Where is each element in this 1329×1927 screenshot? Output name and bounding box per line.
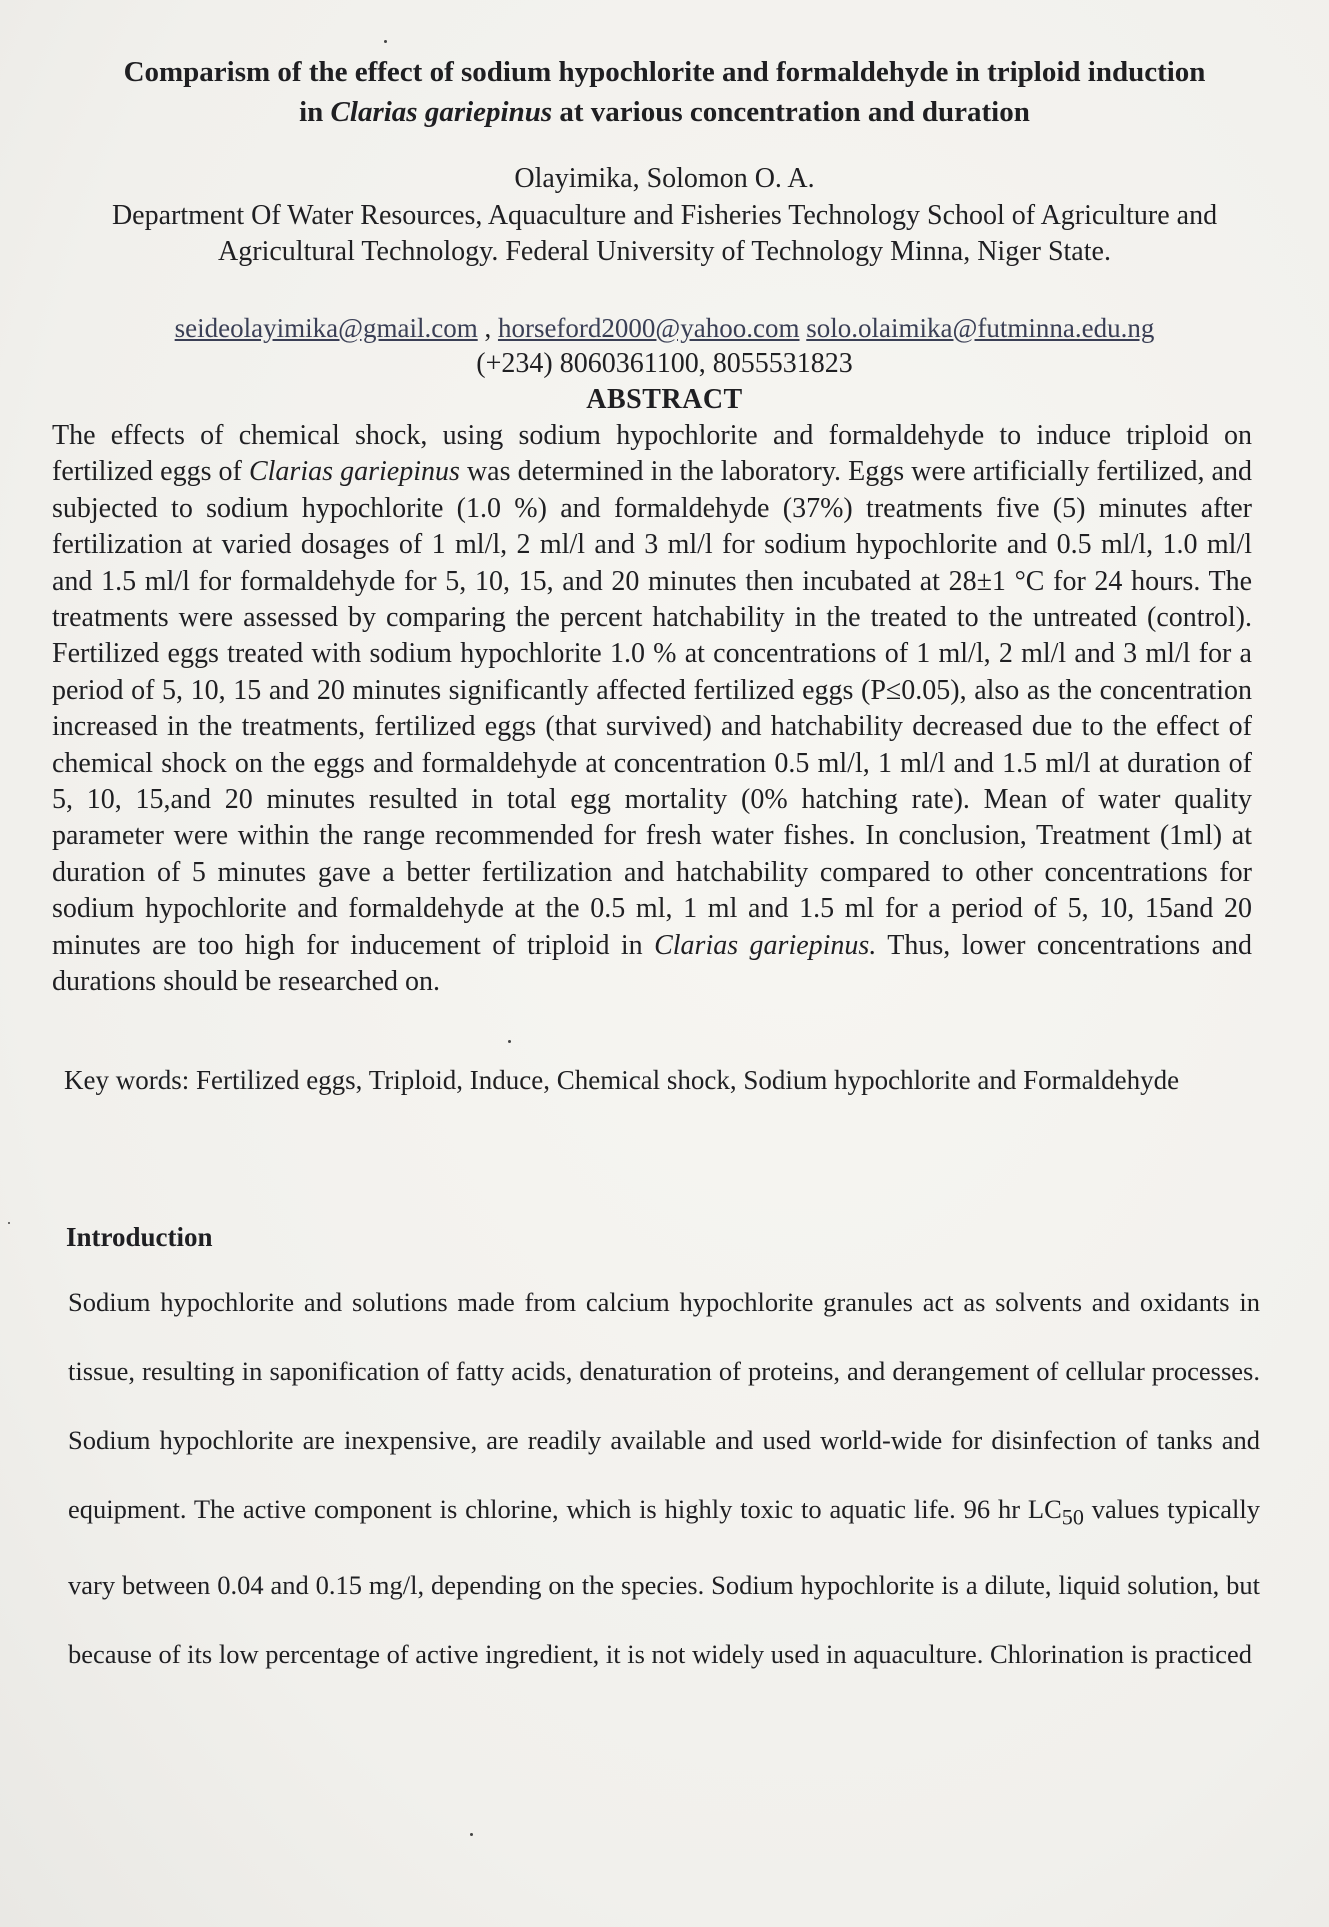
paper-speck xyxy=(508,1040,511,1043)
abstract-part-1: The effects of chemical shock, using sodium hypochlorite and formaldehyde to induce triploid on fertilized eggs of xyxy=(52,420,1252,488)
email-link-yahoo[interactable]: horseford2000@yahoo.com xyxy=(497,313,800,343)
paper-title xyxy=(40,52,1289,132)
title-line-1: Comparism of the effect of sodium hypochlorite and formaldehyde in triploid induction xyxy=(123,56,1206,88)
title-suffix: at various concentration and duration xyxy=(552,96,1030,128)
author-name: Olayimika, Solomon O. A. xyxy=(514,163,815,194)
title-line-2 xyxy=(40,92,1289,132)
author-affiliation: Department Of Water Resources, Aquaculture and Fisheries Technology School of Agriculture and Agricultural Technology. Federal University of Technology Minna, Niger State. xyxy=(111,200,1218,267)
title-prefix: in xyxy=(299,96,331,128)
title-species: Clarias gariepinus xyxy=(330,96,553,128)
email-link-gmail[interactable]: seideolayimika@gmail.com xyxy=(174,313,478,343)
introduction-heading: Introduction xyxy=(66,1222,213,1252)
paper-speck xyxy=(384,40,387,43)
intro-text-2: values typically vary between 0.04 and 0.15 mg/l, depending on the species. Sodium hypochlorite is a dilute, liquid solution, but because of its low percentage of active ingredient, it is not widely used in aquaculture. Chlorination is practiced xyxy=(68,1494,1260,1670)
email-separator: , xyxy=(477,313,498,343)
abstract-text xyxy=(52,418,1252,1001)
introduction-text xyxy=(68,1268,1260,1689)
email-link-futminna[interactable]: solo.olaimika@futminna.edu.ng xyxy=(806,313,1155,343)
intro-subscript: 50 xyxy=(1061,1504,1084,1530)
abstract-species-1: Clarias gariepinus xyxy=(248,456,460,488)
paper-speck xyxy=(8,1222,10,1224)
abstract-part-2: was determined in the laboratory. Eggs were artificially fertilized, and subjected to sodium hypochlorite (1.0 %) and formaldehyde (37%) treatments five (5) minutes after fertilization at varied dosages of 1 ml/l, 2 ml/l and 3 ml/l for sodium hypochlorite and 0.5 ml/l, 1.0 ml/l and 1.5 ml/l for formaldehyde for 5, 10, 15, and 20 minutes then incubated at 28±1 °C for 24 hours. The treatments were assessed by comparing the percent hatchability in the treated to the untreated (control). Fertilized eggs treated with sodium hypochlorite 1.0 % at concentrations of 1 ml/l, 2 ml/l and 3 ml/l for a period of 5, 10, 15 and 20 minutes significantly affected fertilized eggs (P≤0.05), also as the concentration increased in the treatments, fertilized eggs (that survived) and hatchability decreased due to the effect of chemical shock on the eggs and formaldehyde at concentration 0.5 ml/l, 1 ml/l and 1.5 ml/l at duration of 5, 10, 15,and 20 minutes resulted in total egg mortality (0% hatching rate). Mean of water quality parameter were within the range recommended for fresh water fishes. In conclusion, Treatment (1ml) at duration of 5 minutes gave a better fertilization and hatchability compared to other concentrations for sodium hypochlorite and formaldehyde at the 0.5 ml, 1 ml and 1.5 ml for a period of 5, 10, 15and 20 minutes are too high for inducement of triploid in xyxy=(52,456,1252,961)
keywords: Key words: Fertilized eggs, Triploid, Induce, Chemical shock, Sodium hypochlorite and Formaldehyde xyxy=(64,1065,1180,1095)
author-emails xyxy=(60,313,1269,344)
abstract-species-2: Clarias gariepinus. xyxy=(654,929,877,961)
intro-text-1: Sodium hypochlorite and solutions made from calcium hypochlorite granules act as solvents and oxidants in tissue, resulting in saponification of fatty acids, denaturation of proteins, and derangement of cellular processes. Sodium hypochlorite are inexpensive, are readily available and used world-wide for disinfection of tanks and equipment. The active component is chlorine, which is highly toxic to aquatic life. 96 hr LC xyxy=(68,1287,1260,1524)
abstract-part-3: Thus, lower concentrations and durations should be researched on. xyxy=(52,929,1253,998)
author-phone: (+234) 8060361100, 8055531823 xyxy=(476,348,853,379)
abstract-heading: ABSTRACT xyxy=(586,384,743,415)
paper-speck xyxy=(470,1833,473,1836)
